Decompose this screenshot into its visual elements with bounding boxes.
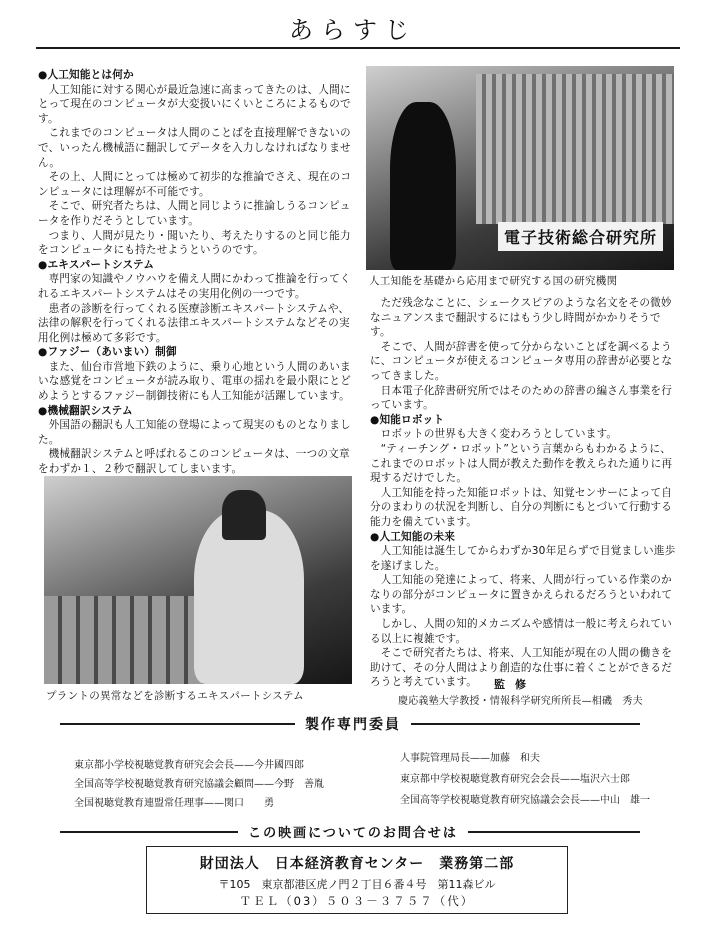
building-image — [476, 74, 674, 224]
member-name: ——今野 善胤 — [254, 779, 324, 790]
member-role: 全国視聴覚教育連盟常任理事 — [74, 798, 204, 809]
member-role: 全国高等学校視聴覚教育研究協議会会長 — [400, 795, 580, 806]
contact-box — [146, 846, 568, 914]
section-future — [370, 530, 676, 691]
section-heading: ●知能ロボット — [370, 413, 445, 426]
committee-member — [400, 791, 650, 806]
member-name: ——加藤 和夫 — [470, 753, 540, 764]
member-role: 東京都小学校視聴覚教育研究会会長 — [74, 760, 234, 771]
expert-system-photo — [44, 476, 352, 684]
page-title: あらすじ — [289, 16, 417, 44]
title-divider — [36, 47, 680, 49]
paragraph: また、仙台市営地下鉄のように、乗り心地という人間のあいまいな感覚をコンピュータが読み取り、電車の揺れを最小限にとどめようとするファジー制御技術にも人工知能が活躍しています。 — [38, 360, 352, 403]
section-heading: ●機械翻訳システム — [38, 404, 133, 417]
supervisor-credit — [398, 692, 643, 707]
paragraph: しかし、人間の知的メカニズムや感情は一般に考えられている以上に複雑です。 — [370, 618, 673, 645]
paragraph: その上、人間にとっては極めて初歩的な推論でさえ、現在のコンピュータには理解が不可能です。 — [38, 171, 352, 198]
paragraph: そこで、研究者たちは、人間と同じように推論しうるコンピュータを作りだそうとしています。 — [38, 200, 351, 227]
committee-member — [74, 794, 274, 809]
right-column — [370, 296, 676, 690]
member-role: 全国高等学校視聴覚教育研究協議会顧問 — [74, 779, 254, 790]
member-role: 人事院管理局長 — [400, 753, 470, 764]
paragraph: そこで、人間が辞書を使って分からないことばを調べるように、コンピュータが使えるコンピュータ専用の辞書が必要となってきました。 — [370, 340, 673, 382]
supervisor-label: 監修 — [494, 678, 536, 691]
left-column — [38, 68, 354, 477]
section-expert — [38, 258, 354, 346]
paragraph: 人工知能の発達によって、将来、人間が行っている作業のかなりの部分がコンピュータに置きかえられるだろうといわれています。 — [370, 574, 673, 616]
section-ai — [38, 68, 354, 258]
supervisor-affiliation: 慶応義塾大学教授・情報科学研究所所長 — [398, 696, 582, 707]
person-figure — [390, 102, 456, 270]
paragraph: “ティーチング・ロボット”という言葉からもわかるように、これまでのロボットは人間が教えた動作を教えられた通りに再現するだけでした。 — [370, 442, 673, 485]
paragraph: 人工知能に対する関心が最近急速に高まってきたのは、人間にとって現在のコンピュータが大変扱いにくいところによるものです。 — [38, 83, 351, 125]
contact-address: 〒105 東京都港区虎ノ門２丁目６番４号 第11森ビル — [218, 878, 496, 891]
committee-title: 製作専門委員 — [295, 717, 411, 733]
institute-sign: 電子技術総合研究所 — [498, 222, 663, 251]
committee-title-wrap — [0, 714, 706, 734]
paragraph: そこで研究者たちは、将来、人工知能が現在の人間の働きを助けて、その分人間はより創造的な仕事に着くことができるだろうと考えています。 — [370, 647, 673, 689]
member-name: ——今井國四郎 — [234, 760, 304, 771]
section-translation — [38, 404, 354, 477]
member-name: ——塩沢六士郎 — [560, 774, 630, 785]
paragraph: つまり、人間が見たり・聞いたり、考えたりするのと同じ能力をコンピュータにも持たせようというのです。 — [38, 229, 351, 257]
section-heading: ●人工知能とは何か — [38, 69, 134, 81]
paragraph: 日本電子化辞書研究所ではそのための辞書の編さん事業を行っています。 — [370, 384, 673, 412]
photo-caption-top: 人工知能を基礎から応用まで研究する国の研究機関 — [369, 275, 618, 287]
paragraph: 機械翻訳システムと呼ばれるこのコンピュータは、一つの文章をわずか１、２秒で翻訳してしまいます。 — [38, 448, 350, 476]
research-institute-photo — [366, 66, 674, 270]
committee-member — [400, 770, 630, 785]
paragraph: 患者の診断を行ってくれる医療診断エキスパートシステムや、法律の解釈を行ってくれる法律エキスパートシステムなどその実用化例は極めて多彩です。 — [38, 302, 350, 344]
contact-tel: ＴＥＬ（03）５０３－３７５７（代） — [239, 894, 475, 908]
paragraph: これまでのコンピュータは人間のことばを直接理解できないので、いったん機械語に翻訳してデータを入力しなければなりません。 — [38, 127, 351, 169]
paragraph: 人工知能は誕生してからわずか30年足らずで目覚ましい進歩を遂げました。 — [370, 545, 676, 572]
committee-member — [400, 749, 540, 764]
committee-member — [74, 775, 324, 790]
paragraph: ただ残念なことに、シェークスピアのような名文をその微妙なニュアンスまで翻訳するにはもう少し時間がかかりそうです。 — [370, 297, 672, 339]
section-heading: ●ファジー（あいまい）制御 — [38, 346, 177, 359]
operator-head — [222, 490, 266, 540]
photo-caption-bottom: プラントの異常などを診断するエキスパートシステム — [46, 690, 304, 702]
member-name: ——関口 勇 — [204, 798, 274, 809]
committee-member — [74, 756, 304, 771]
paragraph: 外国語の翻訳も人工知能の登場によって現実のものとなりました。 — [38, 419, 351, 446]
section-fuzzy — [38, 345, 354, 403]
paragraph: ロボットの世界も大きく変わろうとしています。 — [380, 428, 618, 441]
contact-title: この映画についてのお問合せは — [238, 826, 468, 841]
contact-title-wrap — [0, 822, 706, 841]
supervisor-name: —相磯 秀夫 — [581, 696, 643, 707]
contact-org: 財団法人 日本経済教育センター 業務第二部 — [199, 856, 515, 872]
section-heading: ●エキスパートシステム — [38, 258, 155, 271]
section-robot — [370, 413, 676, 530]
paragraph: 人工知能を持った知能ロボットは、知覚センサーによって自分のまわりの状況を判断し、自分の判断にもとづいて行動する能力を備えています。 — [370, 486, 673, 528]
section-heading: ●人工知能の未来 — [370, 530, 455, 543]
member-role: 東京都中学校視聴覚教育研究会会長 — [400, 774, 560, 785]
paragraph: 専門家の知識やノウハウを備え人間にかわって推論を行ってくれるエキスパートシステムはその実用化例の一つです。 — [38, 273, 351, 300]
member-name: ——中山 雄一 — [580, 795, 650, 806]
